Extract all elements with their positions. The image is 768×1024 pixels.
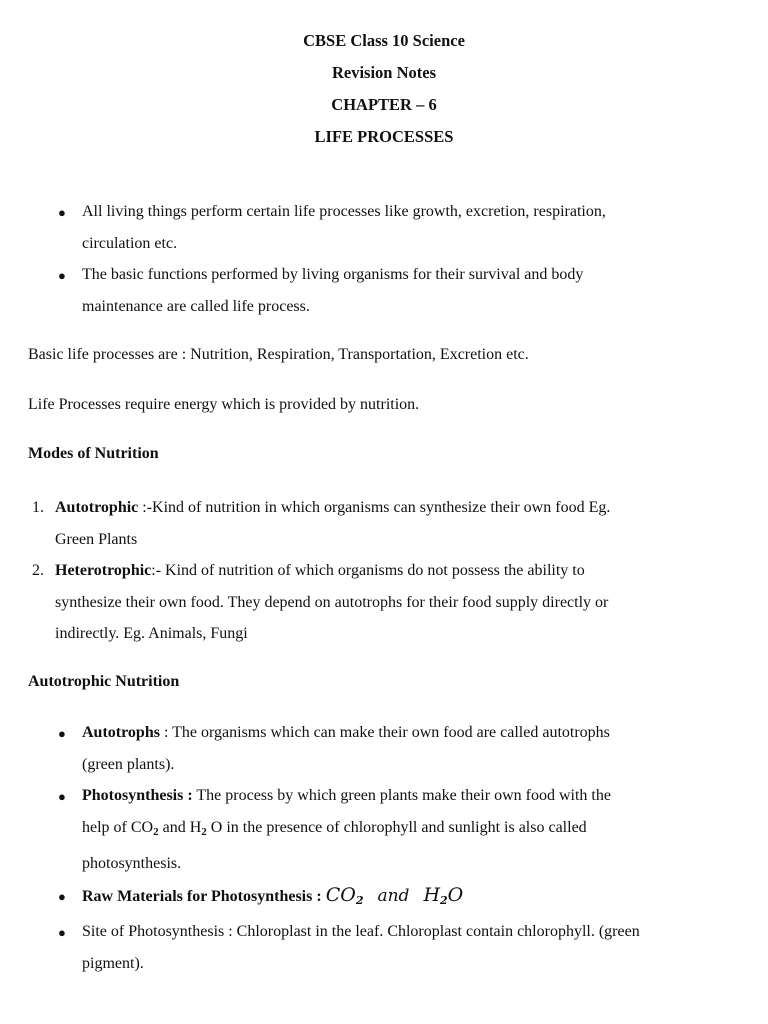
text-fragment: O in the presence of chlorophyll and sunlight is also called	[206, 818, 587, 836]
paragraph-energy: Life Processes require energy which is provided by nutrition.	[28, 396, 420, 413]
formula-part: H	[423, 883, 441, 906]
list-item	[58, 780, 738, 880]
formula-co2	[326, 884, 364, 906]
formula-and: and	[377, 885, 410, 906]
definition-text: The process by which green plants make their own food with the	[192, 787, 611, 804]
list-item-line: pigment).	[82, 954, 144, 972]
list-item-line	[82, 780, 738, 812]
list-item	[32, 555, 732, 650]
list-item-line: circulation etc.	[82, 234, 178, 252]
definition-text: : The organisms which can make their own food are called autotrophs	[159, 724, 610, 741]
list-item-line	[82, 880, 738, 917]
list-item-number: 1.	[32, 499, 44, 516]
heading-autotrophic-nutrition: Autotrophic Nutrition	[28, 673, 180, 690]
list-item-line	[82, 717, 738, 749]
subscript: 2	[355, 893, 364, 907]
header-subtitle: Revision Notes	[331, 63, 437, 82]
list-item-line: synthesize their own food. They depend on autotrophs for their food supply directly or	[55, 593, 609, 611]
list-item-line	[55, 555, 732, 587]
list-item	[32, 492, 732, 555]
bullet-icon: ●	[58, 268, 66, 283]
subscript: 2	[153, 825, 159, 838]
list-item-line: (green plants).	[82, 755, 175, 773]
intro-bullet-list	[0, 196, 768, 322]
formula-part: CO	[325, 883, 356, 906]
header-chapter: CHAPTER – 6	[331, 95, 437, 114]
list-item	[58, 717, 738, 780]
autotrophic-bullet-list	[0, 717, 768, 979]
paragraph-basic-processes: Basic life processes are : Nutrition, Respiration, Transportation, Excretion etc.	[28, 346, 529, 363]
header-chapter-title: LIFE PROCESSES	[314, 127, 454, 146]
formula-h2o	[423, 884, 463, 906]
term-autotrophic: Autotrophic	[55, 499, 139, 516]
bullet-icon: ●	[58, 925, 66, 940]
list-item	[58, 259, 738, 322]
heading-modes-of-nutrition: Modes of Nutrition	[28, 445, 159, 462]
list-item-line: maintenance are called life process.	[82, 297, 310, 315]
list-item-line	[55, 492, 732, 524]
list-item-line: indirectly. Eg. Animals, Fungi	[55, 625, 248, 642]
formula-part: O	[447, 883, 464, 906]
term-autotrophs: Autotrophs	[82, 724, 160, 741]
term-photosynthesis: Photosynthesis :	[82, 787, 193, 804]
text-fragment: help of CO	[82, 818, 154, 836]
list-item-line: All living things perform certain life processes like growth, excretion, respiration,	[82, 203, 606, 220]
bullet-icon: ●	[58, 789, 66, 804]
list-item-line: photosynthesis.	[82, 855, 182, 872]
header-course: CBSE Class 10 Science	[303, 31, 465, 50]
term-raw-materials: Raw Materials for Photosynthesis :	[82, 887, 326, 905]
definition-text: :- Kind of nutrition of which organisms do not possess the ability to	[151, 562, 585, 579]
term-heterotrophic: Heterotrophic	[55, 562, 152, 579]
definition-text: :-Kind of nutrition in which organisms can synthesize their own food Eg.	[138, 499, 611, 516]
list-item	[58, 880, 738, 917]
list-item-number: 2.	[32, 562, 44, 579]
bullet-icon: ●	[58, 726, 66, 741]
subscript: 2	[201, 825, 207, 838]
modes-ordered-list	[0, 492, 768, 650]
subscript: 2	[440, 893, 448, 907]
list-item-line: Green Plants	[55, 530, 138, 548]
list-item-line: The basic functions performed by living organisms for their survival and body	[82, 266, 584, 283]
document-header	[0, 30, 768, 158]
list-item-line: Site of Photosynthesis : Chloroplast in the leaf. Chloroplast contain chlorophyll. (green	[82, 923, 640, 940]
list-item	[58, 916, 748, 979]
list-item	[58, 196, 738, 259]
bullet-icon: ●	[58, 205, 66, 220]
list-item-line	[82, 812, 738, 849]
bullet-icon: ●	[58, 888, 66, 904]
text-fragment: and H	[158, 818, 202, 836]
